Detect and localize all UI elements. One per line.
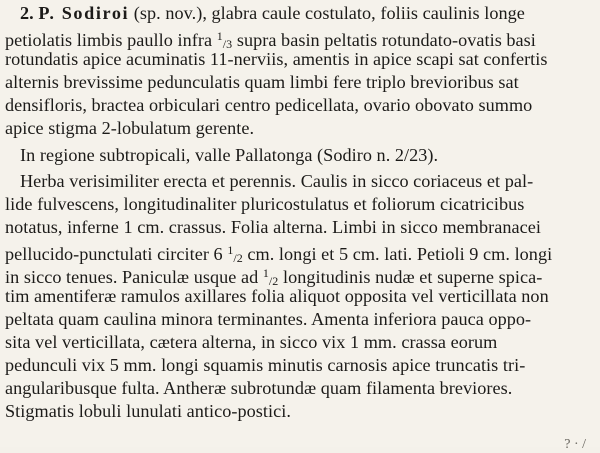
line-15-text: sita vel verticillata, cætera alterna, in sicco vix 1 mm. crassa eorum (5, 332, 498, 352)
text-line-18 (5, 400, 600, 422)
text-line-3 (5, 48, 600, 70)
line-2b-text: supra basin peltatis rotundato-ovatis basi (236, 30, 536, 50)
fraction-one-third: $^1$/3 (216, 29, 233, 51)
fraction-half-2: $^1$/2 (262, 266, 279, 288)
line-9-text: lide fulvescens, longitudinaliter pluricostulatus et foliorum cicatricibus (5, 194, 525, 214)
text-line-10 (5, 216, 600, 238)
fraction-half: $^1$/2 (227, 243, 243, 265)
line-5-text: densifloris, bractea orbiculari centro pedicellata, ovario obovato summo (5, 95, 533, 115)
line-11a-text: pellucido-punctulati circiter 6 (5, 244, 223, 264)
line-6-text: apice stigma 2-lobulatum gerente. (5, 118, 255, 138)
species-name: P. Sodiroi (38, 3, 130, 23)
text-line-14 (5, 308, 600, 330)
text-line-5 (5, 94, 600, 116)
text-line-4 (5, 71, 600, 93)
line-12a-text: in sicco tenues. Paniculæ usque ad (5, 267, 259, 287)
line-3-text: rotundatis apice acuminatis 11-nerviis, amentis in apice scapi sat confertis (5, 49, 548, 69)
text-line-8 (20, 170, 600, 192)
locality-text: In regione subtropicali, valle Pallatonga (Sodiro n. 2/23). (20, 145, 439, 165)
text-line-15 (5, 331, 600, 353)
line-12b-text: longitudinis nudæ et superne spica- (282, 267, 543, 287)
line-16-text: pedunculi vix 5 mm. longi squamis minutis carnosis apice truncatis tri- (5, 355, 526, 375)
line-4-text: alternis brevissime pedunculatis quam limbi fere triplo brevioribus sat (5, 72, 519, 92)
line-1-text: , glabra caule costulato, foliis caulinis longe (202, 3, 525, 23)
line-8-text: Herba verisimiliter erecta et perennis. Caulis in sicco coriaceus et pal- (20, 171, 534, 191)
text-line-13 (5, 285, 600, 307)
text-line-1 (20, 2, 600, 24)
line-2-text: petiolatis limbis paullo infra (5, 30, 213, 50)
line-14-text: peltata quam caulina minora terminantes. Amenta inferiora pauca oppo- (5, 309, 532, 329)
species-number: 2. (20, 3, 34, 23)
page-mark: ? · / (564, 437, 586, 452)
text-line-9 (5, 193, 600, 215)
text-line-7 (20, 144, 600, 166)
line-10-text: notatus, inferne 1 cm. crassus. Folia alterna. Limbi in sicco membranacei (5, 217, 541, 237)
line-13-text: tim amentiferæ ramulos axillares folia aliquot opposita vel verticillata non (5, 286, 549, 306)
text-line-17 (5, 377, 600, 399)
line-11b-text: cm. longi et 5 cm. lati. Petioli 9 cm. longi (247, 244, 553, 264)
species-status: (sp. nov.) (133, 3, 203, 23)
line-17-text: angularibusque fulta. Antheræ subrotundæ quam filamenta breviores. (5, 378, 513, 398)
text-line-16 (5, 354, 600, 376)
line-18-text: Stigmatis lobuli lunulati antico-postici. (5, 401, 291, 421)
text-line-6 (5, 117, 600, 139)
